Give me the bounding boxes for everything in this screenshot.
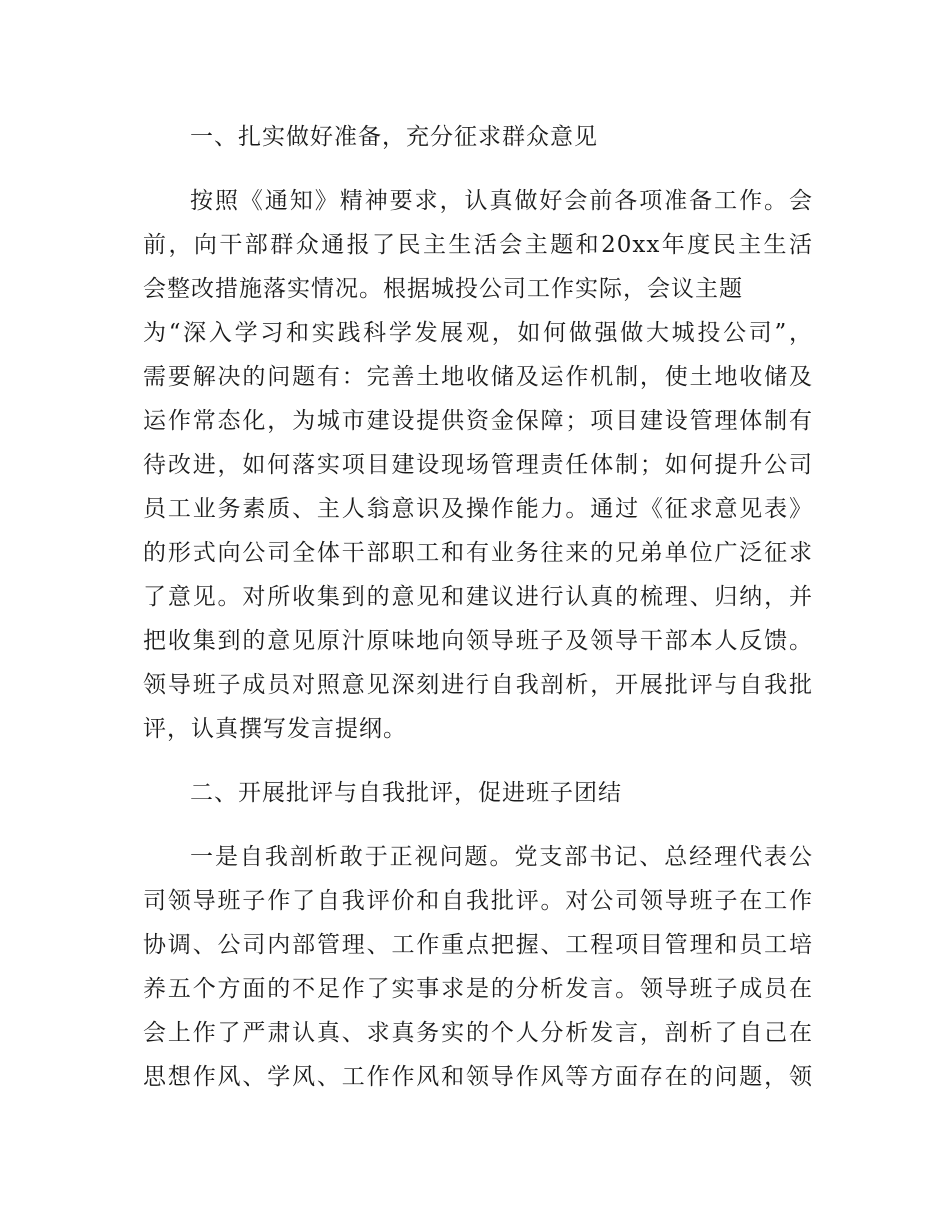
- paragraph-line: 会整改措施落实情况。根据城投公司工作实际，会议主题: [143, 276, 743, 302]
- paragraph-line: 会上作了严肃认真、求真务实的个人分析发言，剖析了自己在: [143, 1020, 813, 1046]
- paragraph-line: 养五个方面的不足作了实事求是的分析发言。领导班子成员在: [143, 976, 813, 1002]
- paragraph-line: 协调、公司内部管理、工作重点把握、工程项目管理和员工培: [143, 932, 813, 958]
- paragraph-line: 员工业务素质、主人翁意识及操作能力。通过《征求意见表》: [143, 496, 813, 522]
- paragraph-line: 为“深入学习和实践科学发展观，如何做强做大城投公司”，: [143, 320, 813, 346]
- paragraph-line: 评，认真撰写发言提纲。: [143, 716, 407, 742]
- paragraph-line: 需要解决的问题有：完善土地收储及运作机制，使土地收储及: [143, 364, 813, 390]
- section-2-paragraph: [143, 835, 813, 1099]
- paragraph-line: 司领导班子作了自我评价和自我批评。对公司领导班子在工作: [143, 888, 813, 914]
- paragraph-line: 待改进，如何落实项目建设现场管理责任体制；如何提升公司: [143, 452, 813, 478]
- document-body: [143, 115, 813, 1119]
- paragraph-line: 一是自我剖析敢于正视问题。党支部书记、总经理代表公: [190, 844, 813, 870]
- paragraph-line: 按照《通知》精神要求，认真做好会前各项准备工作。会: [190, 188, 813, 214]
- section-1-paragraph: [143, 179, 813, 751]
- paragraph-line: 前，向干部群众通报了民主生活会主题和20xx年度民主生活: [143, 232, 813, 258]
- paragraph-line: 领导班子成员对照意见深刻进行自我剖析，开展批评与自我批: [143, 672, 813, 698]
- section-heading-2: 二、开展批评与自我批评，促进班子团结: [190, 780, 622, 806]
- section-heading-1: 一、扎实做好准备，充分征求群众意见: [190, 124, 598, 150]
- paragraph-line: 把收集到的意见原汁原味地向领导班子及领导干部本人反馈。: [143, 628, 813, 654]
- paragraph-line: 了意见。对所收集到的意见和建议进行认真的梳理、归纳，并: [143, 584, 813, 610]
- paragraph-line: 思想作风、学风、工作作风和领导作风等方面存在的问题，领: [143, 1064, 813, 1090]
- paragraph-line: 的形式向公司全体干部职工和有业务往来的兄弟单位广泛征求: [143, 540, 813, 566]
- paragraph-line: 运作常态化，为城市建设提供资金保障；项目建设管理体制有: [143, 408, 813, 434]
